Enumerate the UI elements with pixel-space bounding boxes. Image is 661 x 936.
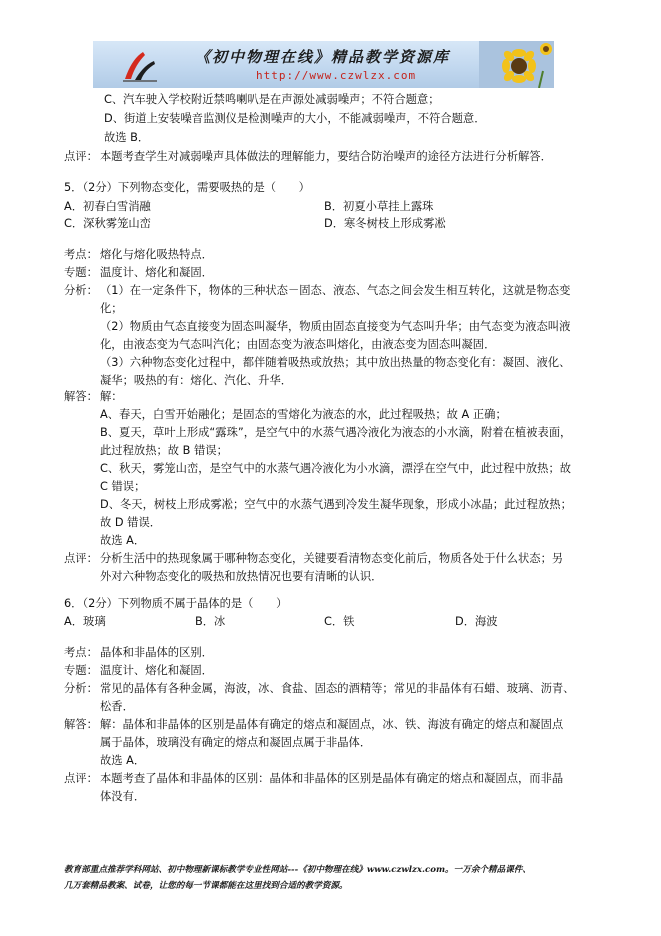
q5-jieda-line: A、春天，白雪开始融化；是固态的雪熔化为液态的水，此过程吸热；故 A 正确； <box>100 408 507 421</box>
footer-line: 几万套精品教案、试卷，让您的每一节课都能在这里找到合适的教学资源。 <box>64 881 348 891</box>
q6-jieda-label: 解答： <box>64 718 98 731</box>
q6-jieda-line: 故选 A． <box>100 754 146 767</box>
sunflower-icon <box>479 41 554 88</box>
q4-answer: 故选 B． <box>104 131 150 144</box>
q5-kaodian-label: 考点： <box>64 248 98 261</box>
q6-kaodian-label: 考点： <box>64 646 98 659</box>
q5-jieda-line: 故选 A． <box>100 534 146 547</box>
q6-fenxi-label: 分析： <box>64 682 98 695</box>
q5-option-c: C．深秋雾笼山峦 <box>64 217 151 230</box>
q6-dianping-line: 本题考查了晶体和非晶体的区别：晶体和非晶体的区别是晶体有确定的熔点和凝固点，而非晶 <box>100 772 564 785</box>
q6-jieda-line: 解：晶体和非晶体的区别是晶体有确定的熔点和凝固点，冰、铁、海波有确定的熔点和凝固点 <box>100 718 564 731</box>
q6-option-b: B．冰 <box>195 615 226 628</box>
q6-fenxi-line: 常见的晶体有各种金属，海波，冰、食盐、固态的酒精等；常见的非晶体有石蜡、玻璃、沥青、 <box>100 682 575 695</box>
q6-dianping-line: 体没有． <box>100 790 146 803</box>
q5-jieda-line: D、冬天，树枝上形成雾凇；空气中的水蒸气遇到冷发生凝华现象，形成小冰晶；此过程放热； <box>100 498 572 511</box>
q5-fenxi-line: （1）在一定条件下，物体的三种状态－固态、液态、气态之间会发生相互转化，这就是物态变 <box>100 284 571 297</box>
q5-jieda-line: 此过程放热；故 B 错误； <box>100 444 228 457</box>
q5-jieda-line: B、夏天，草叶上形成“露珠”，是空气中的水蒸气遇冷液化为液态的小水滴，附着在植被表面， <box>100 426 572 439</box>
q6-dianping-label: 点评： <box>64 772 98 785</box>
q5-jieda-line: 解： <box>100 390 123 403</box>
q6-zhuanti: 温度计、熔化和凝固． <box>100 664 213 677</box>
q5-jieda-line: C、秋天，雾笼山峦，是空气中的水蒸气遇冷液化为小水滴，漂浮在空气中，此过程中放热；故 <box>100 462 572 475</box>
q5-stem: 5．（2分）下列物态变化，需要吸热的是（ ） <box>64 181 310 194</box>
q6-option-d: D．海波 <box>455 615 498 628</box>
page-footer <box>64 862 604 894</box>
header-banner <box>93 41 554 88</box>
q5-jieda-line: 故 D 错误． <box>100 516 162 529</box>
q5-jieda-line: C 错误； <box>100 480 146 493</box>
site-logo-icon <box>121 49 159 83</box>
q5-dianping-line: 分析生活中的热现象属于哪种物态变化，关键要看清物态变化前后，物质各处于什么状态；另 <box>100 552 564 565</box>
q5-jieda-label: 解答： <box>64 390 98 403</box>
q5-option-d: D．寒冬树枝上形成雾凇 <box>324 217 446 230</box>
q6-zhuanti-label: 专题： <box>64 664 98 677</box>
q6-fenxi-line: 松香． <box>100 700 134 713</box>
q6-jieda-line: 属于晶体，玻璃没有确定的熔点和凝固点属于非晶体． <box>100 736 372 749</box>
q4-comment-label: 点评： <box>64 150 98 163</box>
q5-fenxi-label: 分析： <box>64 284 98 297</box>
footer-line: 教育部重点推荐学科网站、初中物理新课标教学专业性网站---《初中物理在线》www.czwlzx.com。一万余个精品课件、 <box>64 865 531 875</box>
banner-url[interactable]: http://www.czwlzx.com <box>256 69 417 82</box>
q5-dianping-line: 外对六种物态变化的吸热和放热情况也要有清晰的认识． <box>100 570 383 583</box>
q5-fenxi-line: 化，由液态变为气态叫汽化；由固态变为液态叫熔化，由液态变为固态叫凝固． <box>100 338 496 351</box>
q5-kaodian: 熔化与熔化吸热特点． <box>100 248 213 261</box>
q5-fenxi-line: （3）六种物态变化过程中，都伴随着吸热或放热；其中放出热量的物态变化有：凝固、液化、 <box>100 356 571 369</box>
q6-stem: 6．（2分）下列物质不属于晶体的是（ ） <box>64 597 288 610</box>
q5-fenxi-line: （2）物质由气态直接变为固态叫凝华，物质由固态直接变为气态叫升华；由气态变为液态叫液 <box>100 320 571 333</box>
q5-fenxi-line: 凝华；吸热的有：熔化、汽化、升华． <box>100 374 293 387</box>
banner-title: 《初中物理在线》精品教学资源库 <box>195 48 451 66</box>
q4-option-c: C、汽车驶入学校附近禁鸣喇叭是在声源处减弱噪声；不符合题意； <box>104 93 440 106</box>
q6-kaodian: 晶体和非晶体的区别． <box>100 646 213 659</box>
q5-zhuanti-label: 专题： <box>64 266 98 279</box>
q6-option-a: A．玻璃 <box>64 615 106 628</box>
q5-option-a: A．初春白雪消融 <box>64 200 151 213</box>
q4-option-d: D、街道上安装噪音监测仪是检测噪声的大小，不能减弱噪声，不符合题意． <box>104 112 486 125</box>
q5-zhuanti: 温度计、熔化和凝固． <box>100 266 213 279</box>
q5-fenxi-line: 化； <box>100 302 123 315</box>
q5-dianping-label: 点评： <box>64 552 98 565</box>
q6-option-c: C．铁 <box>324 615 355 628</box>
q4-comment: 本题考查学生对减弱噪声具体做法的理解能力，要结合防治噪声的途径方法进行分析解答． <box>100 150 552 163</box>
q5-option-b: B．初夏小草挂上露珠 <box>324 200 434 213</box>
